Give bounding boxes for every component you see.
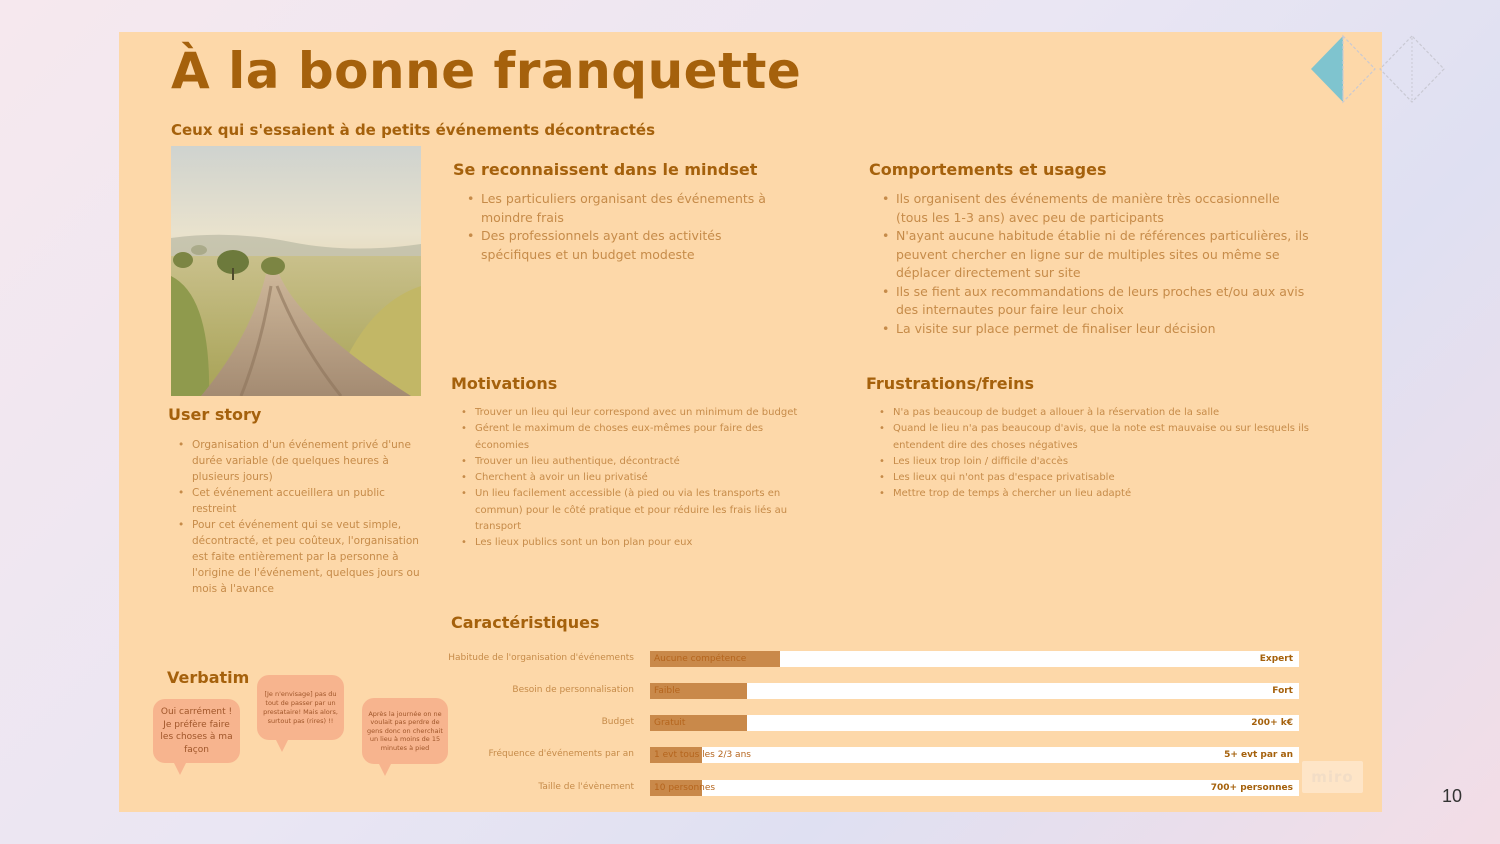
list-item: • Gérent le maximum de choses eux-mêmes pour faire des économies: [461, 421, 806, 454]
scale-max-label: 5+ evt par an: [1224, 750, 1293, 760]
list-item: • Mettre trop de temps à chercher un lieu adapté: [879, 486, 1319, 502]
list-item: • N'ayant aucune habitude établie ni de références particulières, ils peuvent chercher en ligne sur de multiples sites ou même se déplacer directement sur site: [882, 227, 1312, 283]
list-item: • Les lieux qui n'ont pas d'espace privatisable: [879, 470, 1319, 486]
scale-min-label: Aucune compétence: [654, 654, 747, 664]
list-item: • Quand le lieu n'a pas beaucoup d'avis, que la note est mauvaise ou sur lesquels ils entendent dire des choses négatives: [879, 421, 1319, 454]
list-item: • N'a pas beaucoup de budget a allouer à la réservation de la salle: [879, 405, 1319, 421]
list-item: • Les particuliers organisant des événements à moindre frais: [467, 190, 777, 227]
behaviors-heading: Comportements et usages: [869, 160, 1107, 179]
characteristic-label: Taille de l'évènement: [538, 782, 634, 792]
characteristics-heading: Caractéristiques: [451, 613, 600, 632]
miro-logo: miro: [1302, 761, 1363, 793]
list-item: • Ils se fient aux recommandations de leurs proches et/ou aux avis des internautes pour faire leur choix: [882, 283, 1312, 320]
characteristic-scale: [650, 747, 1299, 763]
motivations-heading: Motivations: [451, 374, 558, 393]
list-item: • Organisation d'un événement privé d'une durée variable (de quelques heures à plusieurs jours): [178, 437, 420, 485]
list-item: • Les lieux trop loin / difficile d'accès: [879, 454, 1319, 470]
list-item: • Des professionnels ayant des activités spécifiques et un budget modeste: [467, 227, 777, 264]
list-item: • Les lieux publics sont un bon plan pour eux: [461, 535, 806, 551]
scale-max-label: Fort: [1272, 686, 1293, 696]
page-subtitle: Ceux qui s'essaient à de petits événements décontractés: [171, 121, 656, 139]
user-story-heading: User story: [168, 405, 262, 424]
list-item: • Pour cet événement qui se veut simple, décontracté, et peu coûteux, l'organisation est faite entièrement par la personne à l'origine de l'événement, quelques jours ou mois à l'avance: [178, 517, 420, 597]
characteristic-row: [119, 651, 1382, 667]
frustrations-list: [879, 405, 1319, 503]
list-item: • Un lieu facilement accessible (à pied ou via les transports en commun) pour le côté pratique et pour réduire les frais liés au transport: [461, 486, 806, 535]
scale-max-label: 700+ personnes: [1210, 783, 1293, 793]
verbatim-quote: Après la journée on ne voulait pas perdre de gens donc on cherchait un lieu à moins de 15 minutes à pied: [367, 709, 443, 752]
characteristic-label: Budget: [601, 717, 634, 727]
frustrations-heading: Frustrations/freins: [866, 374, 1035, 393]
motivations-list: [461, 405, 806, 552]
scale-max-label: Expert: [1259, 654, 1293, 664]
verbatim-heading: Verbatim: [167, 668, 250, 687]
page-title: À la bonne franquette: [171, 42, 802, 100]
country-road-image: [171, 146, 421, 396]
list-item: • Trouver un lieu authentique, décontracté: [461, 454, 806, 470]
characteristic-scale: [650, 651, 1299, 667]
scale-max-label: 200+ k€: [1251, 718, 1293, 728]
diamond-decoration-icon: [1307, 34, 1447, 104]
speech-bubble-tail: [275, 738, 289, 752]
characteristic-row: [119, 747, 1382, 763]
characteristic-scale: [650, 780, 1299, 796]
speech-bubble: [153, 699, 240, 763]
speech-bubble-tail: [378, 762, 392, 776]
list-item: • Trouver un lieu qui leur correspond avec un minimum de budget: [461, 405, 806, 421]
list-item: • La visite sur place permet de finaliser leur décision: [882, 320, 1312, 339]
scale-min-label: 10 personnes: [654, 783, 716, 793]
verbatim-quote: Oui carrément ! Je préfère faire les choses à ma façon: [160, 707, 233, 755]
characteristic-scale: [650, 683, 1299, 699]
speech-bubble: [362, 698, 448, 764]
scale-min-label: Gratuit: [654, 718, 686, 728]
characteristic-label: Habitude de l'organisation d'événements: [448, 653, 634, 663]
characteristic-label: Besoin de personnalisation: [512, 685, 634, 695]
speech-bubble: [257, 675, 344, 740]
list-item: • Cet événement accueillera un public restreint: [178, 485, 420, 517]
scale-min-label: 1 evt tous les 2/3 ans: [654, 750, 751, 760]
characteristic-scale: [650, 715, 1299, 731]
mindset-list: [467, 190, 777, 264]
mindset-heading: Se reconnaissent dans le mindset: [453, 160, 758, 179]
list-item: • Ils organisent des événements de manière très occasionnelle (tous les 1-3 ans) avec peu de participants: [882, 190, 1312, 227]
characteristic-row: [119, 780, 1382, 796]
persona-photo: [171, 146, 421, 396]
user-story-list: [178, 437, 420, 597]
verbatim-quote: [Je n'envisage] pas du tout de passer par un prestataire! Mais alors, surtout pas (rires) !!: [263, 689, 338, 725]
list-item: • Cherchent à avoir un lieu privatisé: [461, 470, 806, 486]
persona-slide: [119, 32, 1382, 812]
page-number: 10: [1442, 786, 1463, 806]
characteristic-label: Fréquence d'événements par an: [488, 749, 634, 759]
speech-bubble-tail: [173, 761, 187, 775]
behaviors-list: [882, 190, 1312, 338]
scale-min-label: Faible: [654, 686, 681, 696]
